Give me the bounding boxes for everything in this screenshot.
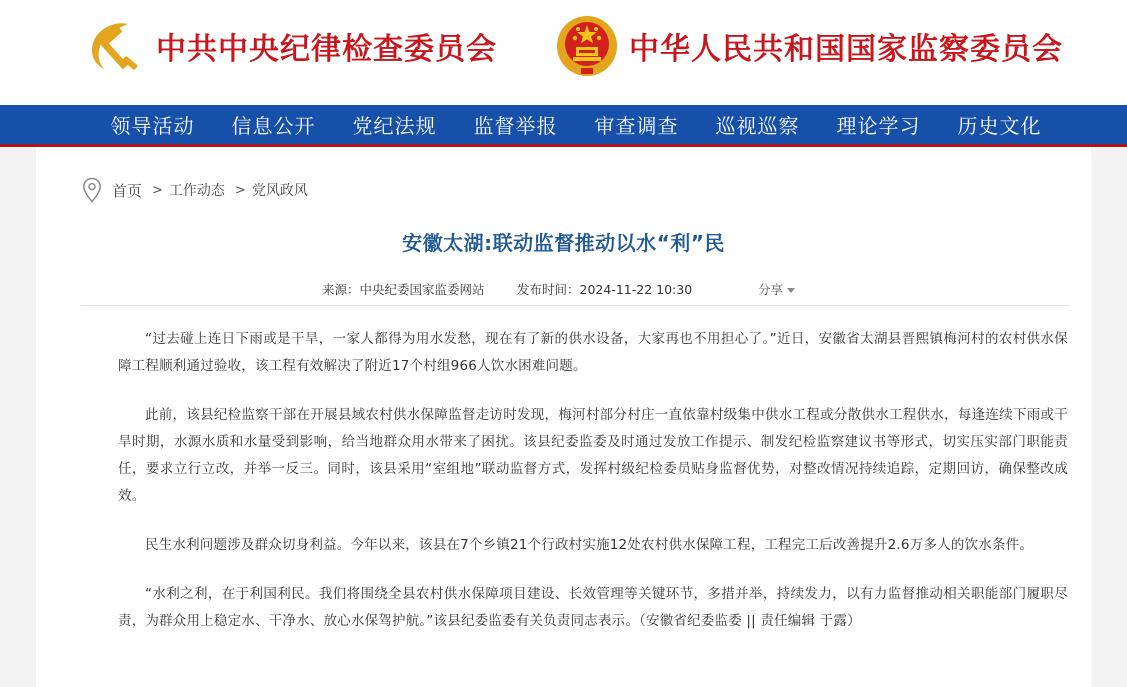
main-nav (0, 105, 1127, 144)
nav-list (92, 105, 1060, 144)
breadcrumb-separator: > (234, 182, 246, 198)
article-paragraph: 民生水利问题涉及群众切身利益。今年以来，该县在7个乡镇21个行政村实施12处农村供水保障工程，工程完工后改善提升2.6万多人的饮水条件。 (145, 537, 1034, 553)
article-card (36, 147, 1091, 687)
breadcrumb (82, 175, 308, 205)
nav-item-investigation[interactable]: 审查调查 (594, 114, 679, 138)
national-emblem-icon (555, 14, 619, 78)
breadcrumb-work-news[interactable]: 工作动态 (168, 183, 225, 199)
article-paragraph: 此前，该县纪检监察干部在开展县域农村供水保障监督走访时发现，梅河村部分村庄一直依靠村级集中供水工程或分散供水工程供水，每逢连续下雨或干旱时期，水源水质和水量受到影响，给当地群众用水带来了困扰。该县纪委监委及时通过发放工作提示、制发纪检监察建议书等形式，切实压实部门职能责任，要求立行立改，并举一反三。同时，该县采用“室组地”联动监督方式，发挥村级纪检委员贴身监督优势，对整改情况持续追踪，定期回访，确保整改成效。 (118, 407, 1068, 504)
location-pin-icon (82, 177, 102, 203)
nav-item-history[interactable]: 历史文化 (957, 114, 1042, 138)
party-emblem-icon (82, 14, 146, 78)
article-meta (36, 280, 1091, 300)
caret-down-icon (787, 288, 795, 293)
nav-item-leadership[interactable]: 领导活动 (110, 114, 195, 138)
breadcrumb-home[interactable]: 首页 (112, 181, 143, 200)
article-paragraph: “水利之利，在于利国利民。我们将围绕全县农村供水保障项目建设、长效管理等关键环节，多措并举，持续发力，以有力监督推动相关职能部门履职尽责，为群众用上稳定水、干净水、放心水保驾护航。”该县纪委监委有关负责同志表示。（安徽省纪委监委 || 责任编辑 于露） (118, 586, 1068, 629)
ccdi-name: 中共中央纪律检查委员会 (156, 32, 497, 67)
nsc-name: 中华人民共和国国家监察委员会 (629, 32, 1063, 67)
article-source: 来源：中央纪委国家监委网站 (322, 282, 485, 297)
article-paragraph: “过去碰上连日下雨或是干旱，一家人都得为用水发愁，现在有了新的供水设备，大家再也不用担心了。”近日，安徽省太湖县晋熙镇梅河村的农村供水保障工程顺利通过验收，该工程有效解决了附近17个村组966人饮水困难问题。 (118, 331, 1068, 374)
nsc-logo-link[interactable] (555, 14, 1063, 78)
article-body (118, 326, 1068, 657)
nav-item-regulations[interactable]: 党纪法规 (352, 114, 437, 138)
share-label: 分享 (758, 282, 784, 297)
meta-divider (81, 305, 1070, 306)
breadcrumb-conduct[interactable]: 党风政风 (251, 183, 308, 199)
breadcrumb-separator: > (152, 182, 163, 198)
share-button[interactable] (758, 280, 795, 298)
nav-item-report[interactable]: 监督举报 (473, 114, 558, 138)
article-publish-time: 发布时间：2024-11-22 10:30 (517, 282, 693, 297)
nav-item-inspection[interactable]: 巡视巡察 (715, 114, 800, 138)
nav-item-theory[interactable]: 理论学习 (836, 114, 921, 138)
ccdi-logo-link[interactable] (82, 14, 497, 78)
article-title: 安徽太湖:联动监督推动以水“利”民 (402, 231, 725, 255)
site-header (0, 0, 1127, 105)
nav-item-information[interactable]: 信息公开 (231, 114, 316, 138)
